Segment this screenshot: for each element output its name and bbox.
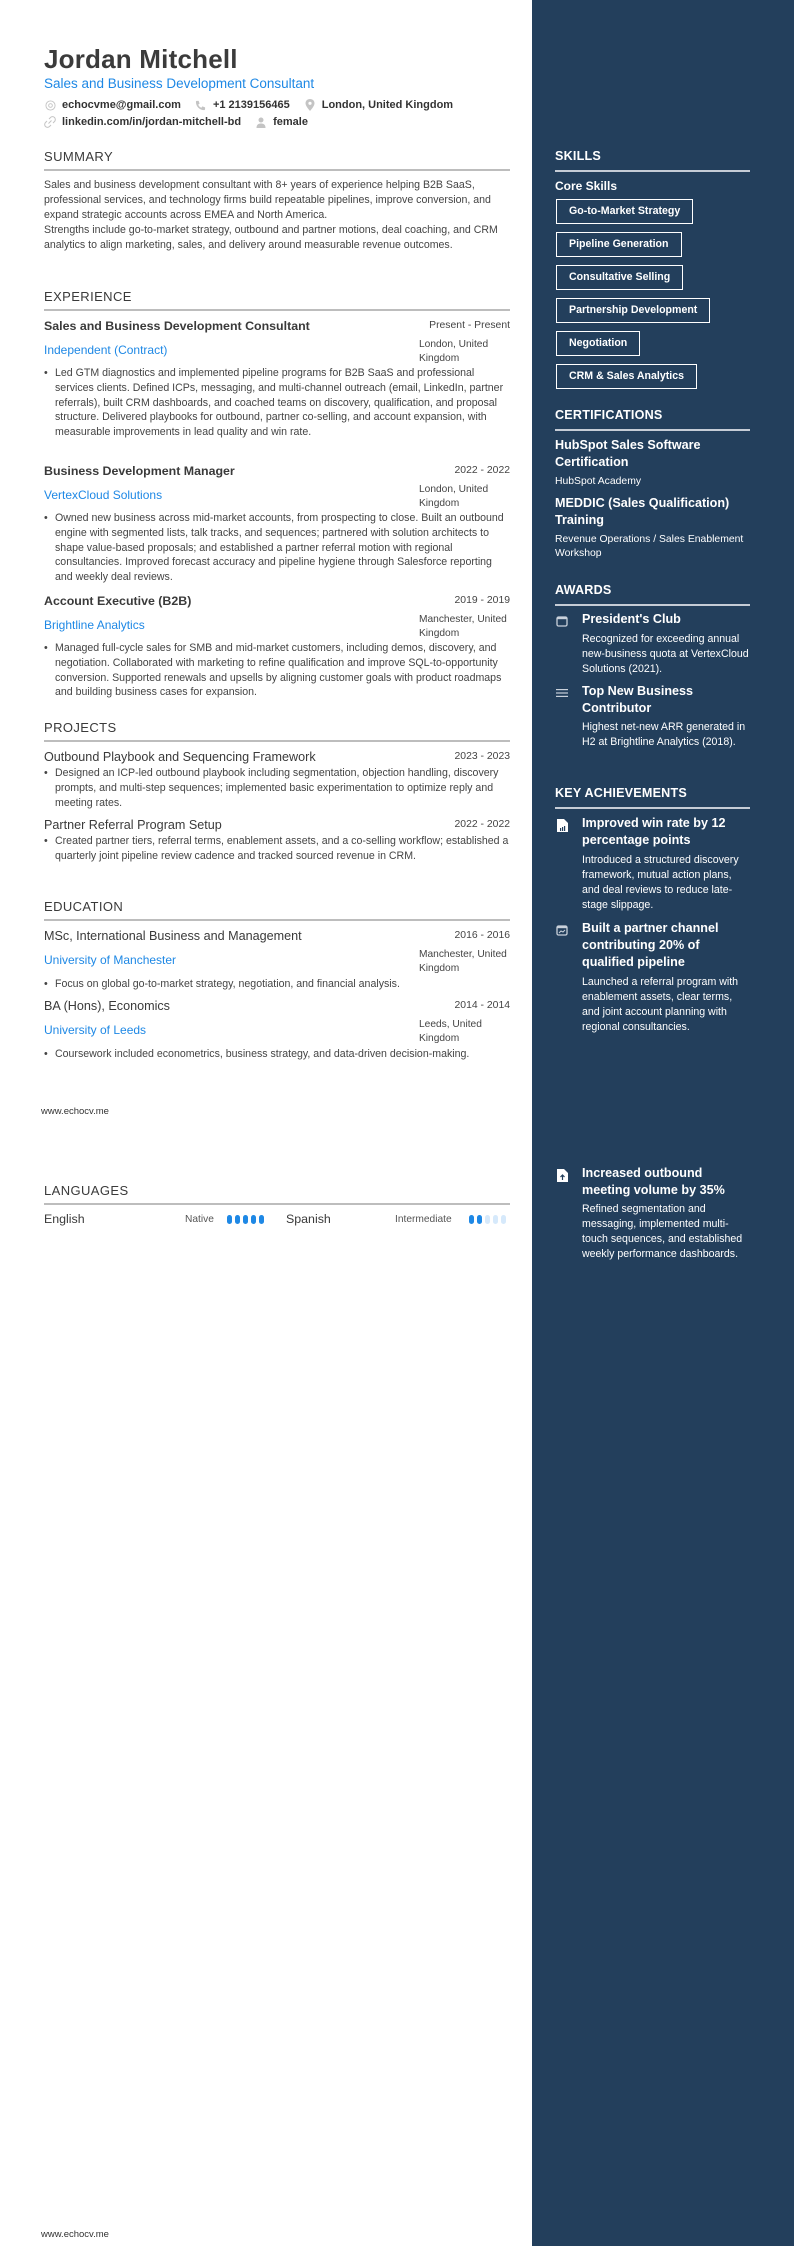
award-description: Highest net-new ARR generated in H2 at Brightline Analytics (2018). [582,721,746,748]
job-company[interactable]: Brightline Analytics [44,618,145,632]
location-pin-icon [304,99,316,111]
achievement-title: Improved win rate by 12 percentage points [582,816,726,847]
job-dates: 2022 - 2022 [454,465,510,476]
language-name: English [44,1212,85,1226]
contact-phone[interactable] [195,99,290,111]
footer-url[interactable]: www.echocv.me [41,1106,109,1117]
location-text: London, United Kingdom [321,99,454,111]
achievement-description: Introduced a structured discovery framework, mutual action plans, and deal reviews to reduce late-stage slippage. [582,854,739,911]
project-bullet: • Designed an ICP-led outbound playbook including segmentation, objection handling, discovery prompts, and multi-step sequences; implemented basic experimentation to optimize reply and meeting rates. [44,766,510,810]
summary-heading: SUMMARY [44,149,510,164]
proficiency-dot-filled [259,1215,264,1224]
proficiency-dot-empty [501,1215,506,1224]
award-title: President's Club [582,612,681,626]
skill-chip: CRM & Sales Analytics [556,364,697,389]
phone-icon [195,99,207,111]
award-description: Recognized for exceeding annual new-business quota at VertexCloud Solutions (2021). [582,633,749,675]
candidate-name: Jordan Mitchell [44,44,238,74]
certifications-heading: CERTIFICATIONS [555,408,750,422]
job-company[interactable]: VertexCloud Solutions [44,488,163,502]
skills-group-title: Core Skills [555,179,618,193]
email-text: echocvme@gmail.com [62,99,181,111]
achievement-description: Refined segmentation and messaging, implemented multi-touch sequences, and established weekly performance dashboards. [582,1203,743,1260]
job-bullets [44,511,510,585]
language-level: Native [185,1214,214,1225]
language-proficiency-dots [227,1215,267,1224]
linkedin-text: linkedin.com/in/jordan-mitchell-bd [62,116,242,128]
job-company[interactable]: Independent (Contract) [44,343,168,357]
menu-icon [555,686,569,700]
contact-row-1 [44,99,467,111]
job-bullet: • Managed full-cycle sales for SMB and mid-market customers, including demos, discovery, and negotiation. Collaborated with marketing to refine qualification and improve SQL-to-opportunity conversion. Supported renewals and upsells by aligning customer goals with product roadmaps and building business cases for expansion. [44,641,510,700]
person-icon [255,116,267,128]
skill-chip: Go-to-Market Strategy [556,199,693,224]
summary-paragraph-2: Strengths include go-to-market strategy, outbound and partner motions, deal coaching, and CRM analytics to align marketing, sales, and delivery around measurable revenue outcomes. [44,224,498,251]
job-location: London, United Kingdom [419,339,489,364]
link-icon [44,116,56,128]
project-dates: 2023 - 2023 [454,751,510,762]
contact-email[interactable] [44,99,181,111]
proficiency-dot-filled [251,1215,256,1224]
calendar-icon [555,614,569,628]
projects-heading: PROJECTS [44,720,510,735]
awards-heading: AWARDS [555,583,750,597]
education-bullets [44,977,510,992]
school[interactable]: University of Leeds [44,1023,147,1037]
language-proficiency-dots [469,1215,509,1224]
skill-chip: Partnership Development [556,298,710,323]
project-title: Outbound Playbook and Sequencing Framework [44,750,316,764]
job-location: Manchester, United Kingdom [419,614,507,639]
achievement-description: Launched a referral program with enablement assets, clear terms, and joint account planning with regional consultancies. [582,976,739,1033]
skill-chip: Negotiation [556,331,640,356]
contact-linkedin[interactable] [44,116,241,128]
summary-paragraph-1: Sales and business development consultant with 8+ years of experience helping B2B SaaS, professional services, and technology firms build repeatable pipelines, improve conversion, and expand strategic accounts across EMEA and North America. [44,179,491,221]
skills-heading: SKILLS [555,149,750,163]
file-upload-icon [555,1168,569,1182]
job-bullet: • Led GTM diagnostics and implemented pipeline programs for B2B SaaS and professional services clients. Defined ICPs, messaging, and multi-channel outreach (email, LinkedIn, partner referrals), built CRM dashboards, and coached teams on discovery, qualification, and proposal structure. Delivered playbooks for outbound, partner co-selling, and account expansion, with measurable improvements in lead quality and win rate. [44,366,510,440]
project-title: Partner Referral Program Setup [44,818,222,832]
job-dates: Present - Present [429,320,510,331]
job-title: Account Executive (B2B) [44,594,192,608]
footer-url-bottom[interactable]: www.echocv.me [41,2229,109,2240]
project-bullets [44,834,510,864]
project-bullets [44,766,510,810]
languages-heading: LANGUAGES [44,1183,510,1198]
skill-chip: Consultative Selling [556,265,683,290]
education-location: Leeds, United Kingdom [419,1019,482,1044]
language-name: Spanish [286,1212,331,1226]
contact-row-2 [44,116,322,128]
achievement-title: Built a partner channel contributing 20% of qualified pipeline [582,921,719,969]
education-bullets [44,1047,510,1062]
candidate-title: Sales and Business Development Consultant [44,76,315,91]
certification-org: HubSpot Academy [555,476,642,487]
job-bullets [44,366,510,440]
degree: MSc, International Business and Management [44,929,302,943]
experience-heading: EXPERIENCE [44,289,510,304]
phone-text: +1 2139156465 [212,99,290,111]
contact-gender [255,116,308,128]
proficiency-dot-empty [493,1215,498,1224]
education-bullet: • Focus on global go-to-market strategy, negotiation, and financial analysis. [44,977,510,992]
report-icon [555,818,569,832]
certification-name: HubSpot Sales Software Certification [555,438,701,469]
education-dates: 2016 - 2016 [454,930,510,941]
key-achievements-heading: KEY ACHIEVEMENTS [555,786,750,800]
certification-org: Revenue Operations / Sales Enablement Workshop [555,534,744,559]
job-title: Business Development Manager [44,464,235,478]
education-dates: 2014 - 2014 [454,1000,510,1011]
languages-row [44,1212,510,1228]
project-bullet: • Created partner tiers, referral terms, enablement assets, and a co-selling workflow; established a quarterly joint pipeline review cadence and tracked sourced revenue in CRM. [44,834,510,864]
job-bullet: • Owned new business across mid-market accounts, from prospecting to close. Built an outbound engine with segmented lists, talk tracks, and sequences; partnered with solution architects to shape value-based proposals; and established a partner referral motion with regional consultancies. Improved forecast accuracy and pipeline hygiene through Salesforce reporting and weekly deal reviews. [44,511,510,585]
skill-chip: Pipeline Generation [556,232,682,257]
degree: BA (Hons), Economics [44,999,170,1013]
proficiency-dot-filled [477,1215,482,1224]
project-dates: 2022 - 2022 [454,819,510,830]
at-icon [44,99,56,111]
proficiency-dot-empty [485,1215,490,1224]
contact-location [304,99,453,111]
school[interactable]: University of Manchester [44,953,177,967]
education-location: Manchester, United Kingdom [419,949,507,974]
job-dates: 2019 - 2019 [454,595,510,606]
education-heading: EDUCATION [44,899,510,914]
job-bullets [44,641,510,700]
certification-name: MEDDIC (Sales Qualification) Training [555,496,730,527]
proficiency-dot-filled [243,1215,248,1224]
proficiency-dot-filled [235,1215,240,1224]
proficiency-dot-filled [469,1215,474,1224]
education-bullet: • Coursework included econometrics, business strategy, and data-driven decision-making. [44,1047,510,1062]
language-level: Intermediate [395,1214,452,1225]
gender-text: female [273,116,308,128]
award-title: Top New Business Contributor [582,684,694,715]
achievement-title: Increased outbound meeting volume by 35% [582,1166,725,1197]
proficiency-dot-filled [227,1215,232,1224]
job-title: Sales and Business Development Consultant [44,319,310,333]
job-location: London, United Kingdom [419,484,489,509]
calendar-chart-icon [555,923,569,937]
